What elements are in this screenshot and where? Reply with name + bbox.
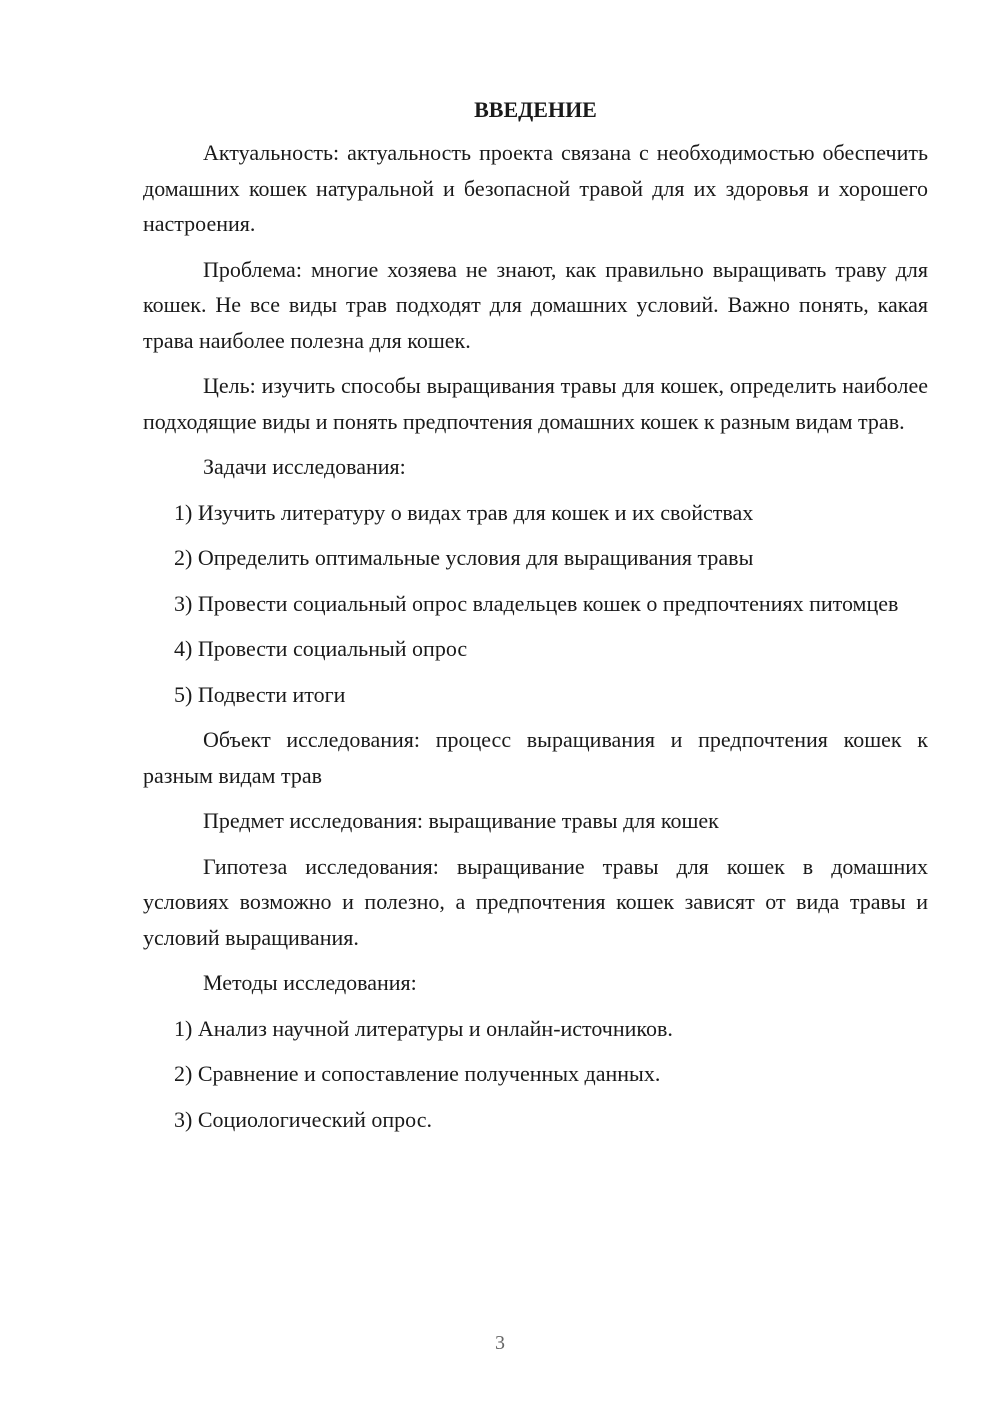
problem-paragraph: Проблема: многие хозяева не знают, как правильно выращивать траву для кошек. Не все виды трав подходят для домашних условий. Важно понять, какая трава наиболее полезна для кошек. (143, 256, 928, 353)
tasks-heading: Задачи исследования: (203, 454, 406, 479)
task-item-2: 2) Определить оптимальные условия для выращивания травы (174, 545, 754, 570)
method-item-2: 2) Сравнение и сопоставление полученных данных. (174, 1061, 661, 1086)
method-item-1: 1) Анализ научной литературы и онлайн-источников. (174, 1015, 673, 1041)
task-item-5: 5) Подвести итоги (174, 681, 346, 707)
task-item-1: 1) Изучить литературу о видах трав для кошек и их свойствах (174, 499, 754, 525)
methods-heading: Методы исследования: (203, 970, 417, 995)
hypothesis-paragraph: Гипотеза исследования: выращивание травы для кошек в домашних условиях возможно и полезно, а предпочтения кошек зависят от вида травы и условий выращивания. (143, 853, 928, 950)
document-body (143, 95, 928, 1147)
object-paragraph: Объект исследования: процесс выращивания и предпочтения кошек к разным видам трав (143, 727, 928, 788)
method-item-3: 3) Социологический опрос. (174, 1106, 432, 1132)
page-number: 3 (495, 1332, 505, 1354)
subject-paragraph: Предмет исследования: выращивание травы для кошек (203, 808, 719, 833)
section-title: ВВЕДЕНИЕ (474, 97, 597, 122)
goal-paragraph: Цель: изучить способы выращивания травы для кошек, определить наиболее подходящие виды и понять предпочтения домашних кошек к разным видам трав. (143, 373, 928, 434)
task-item-4: 4) Провести социальный опрос (174, 636, 468, 661)
relevance-paragraph: Актуальность: актуальность проекта связана с необходимостью обеспечить домашних кошек натуральной и безопасной травой для их здоровья и хорошего настроения. (143, 140, 928, 236)
task-item-3: 3) Провести социальный опрос владельцев кошек о предпочтениях питомцев (174, 590, 899, 616)
